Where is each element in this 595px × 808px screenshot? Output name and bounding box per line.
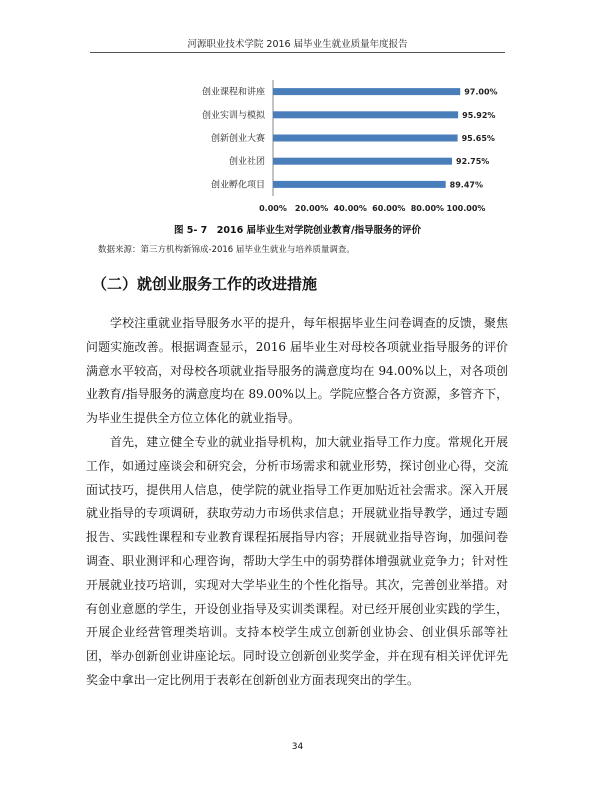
chart-category-label: 创业社团 [228, 157, 265, 168]
chart-data-label: 95.92% [462, 110, 496, 120]
chart-data-label: 97.00% [464, 87, 498, 97]
figure-caption: 图 5- 7 2016 届毕业生对学院创业教育/指导服务的评价 [174, 225, 421, 236]
chart-bar [273, 158, 452, 165]
paragraph-1: 学校注重就业指导服务水平的提升，每年根据毕业生问卷调查的反馈，聚焦问题实施改善。根据调查显示，2016 届毕业生对母校各项就业指导服务的评价满意水平较高，对母校各项就业指导服务的满意度均在 94.00%以上，对各项创业教育/指导服务的满意度均在 89.00%以上。学院应整合各方资源，多管齐下，为毕业生提供全方位立体化的就业指导。 [86, 316, 508, 426]
chart-bar [273, 111, 458, 118]
page-header: 河源职业技术学院 2016 届毕业生就业质量年度报告 [187, 39, 408, 50]
chart-category-label: 创业课程和讲座 [201, 87, 265, 98]
section-body [86, 312, 508, 693]
chart-x-tick-label: 40.00% [333, 204, 367, 213]
chart-x-tick-label: 100.00% [446, 204, 486, 213]
chart-bar [273, 135, 458, 142]
chart-data-label: 92.75% [456, 157, 490, 167]
chart-data-label: 95.65% [461, 134, 495, 143]
chart-category-label: 创新创业大赛 [210, 134, 265, 144]
page-number: 34 [291, 742, 304, 752]
paragraph-2: 首先，建立健全专业的就业指导机构，加大就业指导工作力度。常规化开展工作，如通过座谈会和研究会，分析市场需求和就业形势，探讨创业心得，交流面试技巧，提供用人信息，使学院的就业指导工作更加贴近社会需求。深入开展就业指导的专项调研，获取劳动力市场供求信息；开展就业指导教学，通过专题报告、实践性课程和专业教育课程拓展指导内容；开展就业指导咨询，加强问卷调查、职业测评和心理咨询，帮助大学生中的弱势群体增强就业竞争力；针对性开展就业技巧培训，实现对大学毕业生的个性化指导。其次，完善创业举措。对有创业意愿的学生，开设创业指导及实训类课程。对已经开展创业实践的学生，开展企业经营管理类培训。支持本校学生成立创新创业协会、创业俱乐部等社团，举办创新创业讲座论坛。同时设立创新创业奖学金，并在现有相关评优评先奖金中拿出一定比例用于表彰在创新创业方面表现突出的学生。 [86, 434, 508, 687]
chart-x-tick-label: 60.00% [372, 204, 406, 213]
satisfaction-bar-chart [0, 0, 595, 220]
chart-x-tick-label: 0.00% [259, 204, 287, 213]
chart-x-tick-label: 20.00% [294, 204, 329, 213]
chart-category-label: 创业实训与模拟 [201, 110, 265, 121]
section-heading: （二）就创业服务工作的改进措施 [92, 275, 318, 293]
data-source-note: 数据来源：第三方机构新锦成-2016 届毕业生就业与培养质量调查。 [98, 245, 355, 255]
chart-bar [273, 181, 446, 188]
chart-data-label: 89.47% [449, 180, 484, 190]
chart-category-label: 创业孵化项目 [210, 180, 265, 191]
chart-bar [273, 88, 460, 95]
chart-x-tick-label: 80.00% [410, 204, 445, 213]
